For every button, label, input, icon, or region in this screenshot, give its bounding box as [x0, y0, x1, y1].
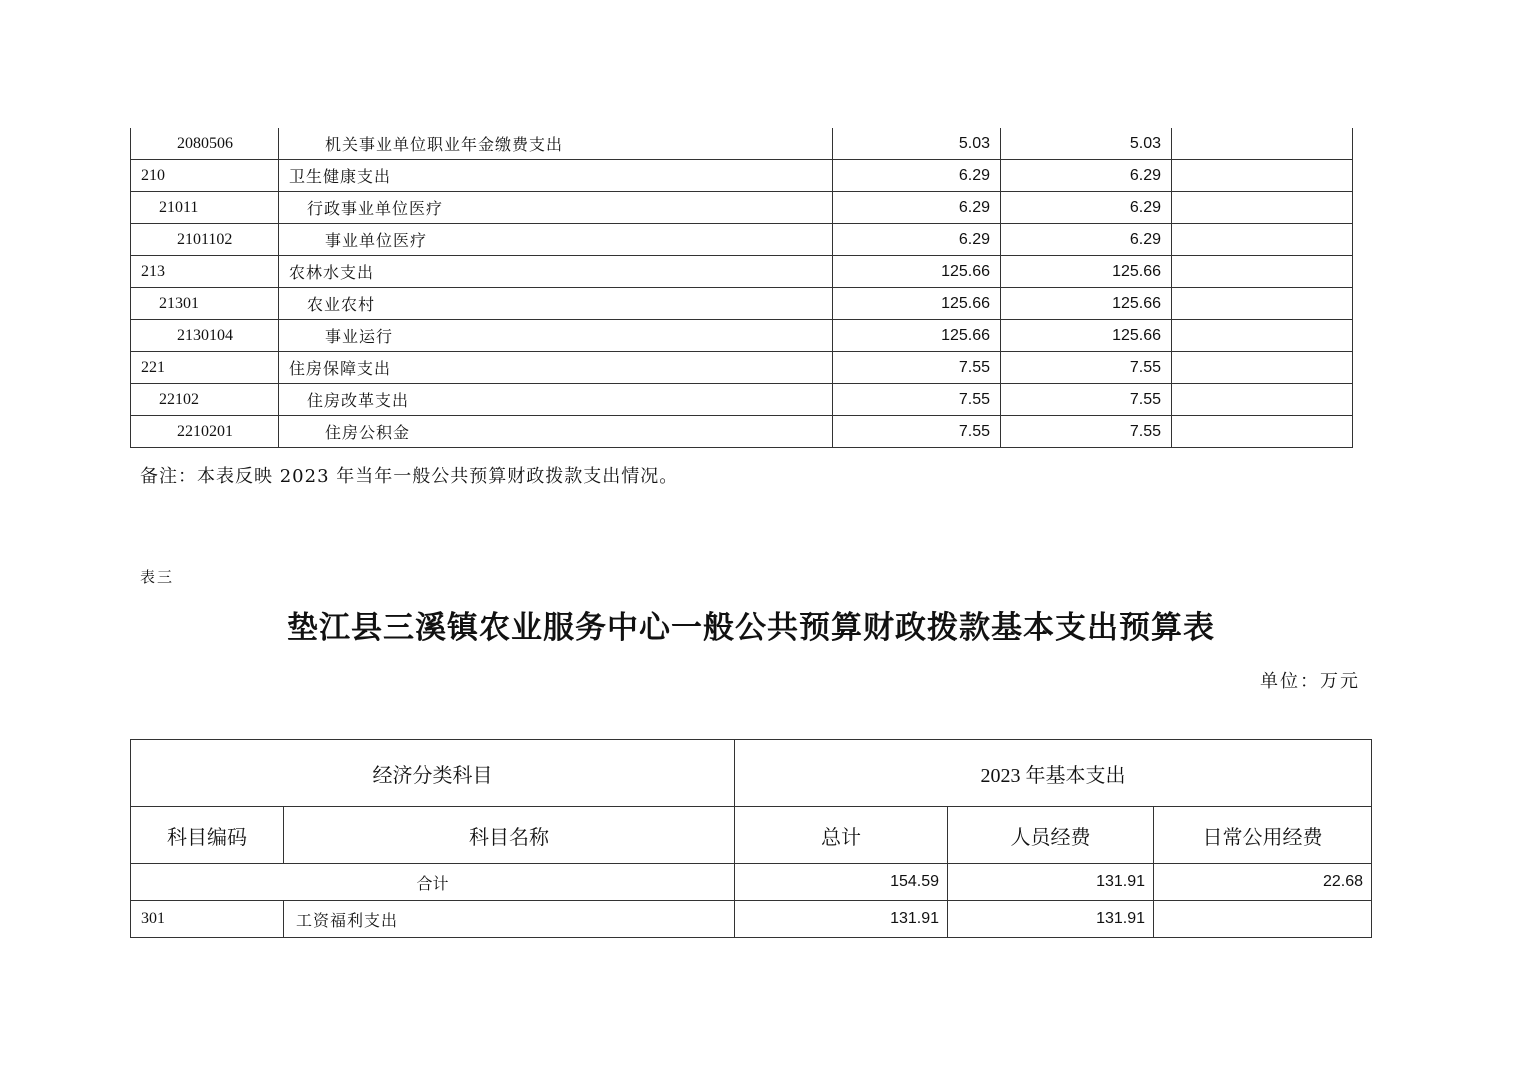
page-title: 垫江县三溪镇农业服务中心一般公共预算财政拨款基本支出预算表	[287, 610, 1215, 646]
table-row	[131, 416, 1353, 448]
subject-name: 农业农村	[279, 288, 833, 320]
header-public: 日常公用经费	[1154, 807, 1372, 864]
subject-name: 事业运行	[279, 320, 833, 352]
basic-value: 5.03	[1001, 128, 1172, 160]
subject-code: 221	[131, 352, 279, 384]
basic-value: 7.55	[1001, 416, 1172, 448]
table-remark: 备注：本表反映 2023 年当年一般公共预算财政拨款支出情况。	[140, 466, 679, 487]
subject-name: 农林水支出	[279, 256, 833, 288]
header-subject-name: 科目名称	[284, 807, 735, 864]
project-value	[1172, 224, 1353, 256]
subject-code: 2210201	[131, 416, 279, 448]
table-row	[131, 352, 1353, 384]
subject-code: 210	[131, 160, 279, 192]
table-row	[131, 224, 1353, 256]
project-value	[1172, 416, 1353, 448]
project-value	[1172, 288, 1353, 320]
subject-code: 21301	[131, 288, 279, 320]
basic-value: 6.29	[1001, 160, 1172, 192]
total-value: 7.55	[833, 384, 1001, 416]
subject-name: 机关事业单位职业年金缴费支出	[279, 128, 833, 160]
subject-code: 22102	[131, 384, 279, 416]
header-personnel: 人员经费	[948, 807, 1154, 864]
table-row	[131, 901, 1372, 938]
subject-name: 事业单位医疗	[279, 224, 833, 256]
total-value: 6.29	[833, 192, 1001, 224]
total-value: 125.66	[833, 320, 1001, 352]
subject-code: 2080506	[131, 128, 279, 160]
project-value	[1172, 160, 1353, 192]
project-value	[1172, 192, 1353, 224]
sum-label: 合计	[131, 864, 735, 901]
project-value	[1172, 320, 1353, 352]
subject-name: 住房改革支出	[279, 384, 833, 416]
subject-name: 住房公积金	[279, 416, 833, 448]
header-group-row	[131, 740, 1372, 807]
table-row	[131, 128, 1353, 160]
project-value	[1172, 352, 1353, 384]
table-tag: 表三	[140, 568, 175, 586]
basic-value: 125.66	[1001, 320, 1172, 352]
basic-value: 6.29	[1001, 192, 1172, 224]
subject-name: 住房保障支出	[279, 352, 833, 384]
subject-name: 行政事业单位医疗	[279, 192, 833, 224]
table-row	[131, 160, 1353, 192]
sum-public: 22.68	[1154, 864, 1372, 901]
basic-value: 125.66	[1001, 256, 1172, 288]
basic-value: 6.29	[1001, 224, 1172, 256]
basic-value: 125.66	[1001, 288, 1172, 320]
header-column-row	[131, 807, 1372, 864]
header-total: 总计	[735, 807, 948, 864]
total-value: 5.03	[833, 128, 1001, 160]
sum-row	[131, 864, 1372, 901]
basic-expenditure-table	[130, 739, 1372, 938]
public-value	[1154, 901, 1372, 938]
subject-code: 21011	[131, 192, 279, 224]
subject-code: 2130104	[131, 320, 279, 352]
subject-code: 301	[131, 901, 284, 938]
table-row	[131, 192, 1353, 224]
total-value: 131.91	[735, 901, 948, 938]
basic-value: 7.55	[1001, 384, 1172, 416]
personnel-value: 131.91	[948, 901, 1154, 938]
expenditure-table-continued	[130, 128, 1353, 448]
total-value: 6.29	[833, 224, 1001, 256]
table-row	[131, 384, 1353, 416]
header-economic-category: 经济分类科目	[131, 740, 735, 807]
header-subject-code: 科目编码	[131, 807, 284, 864]
total-value: 125.66	[833, 288, 1001, 320]
basic-value: 7.55	[1001, 352, 1172, 384]
project-value	[1172, 128, 1353, 160]
project-value	[1172, 384, 1353, 416]
project-value	[1172, 256, 1353, 288]
subject-name: 卫生健康支出	[279, 160, 833, 192]
total-value: 7.55	[833, 416, 1001, 448]
sum-personnel: 131.91	[948, 864, 1154, 901]
total-value: 7.55	[833, 352, 1001, 384]
sum-total: 154.59	[735, 864, 948, 901]
subject-name: 工资福利支出	[284, 901, 735, 938]
table-row	[131, 288, 1353, 320]
subject-code: 2101102	[131, 224, 279, 256]
header-basic-expenditure: 2023 年基本支出	[735, 740, 1372, 807]
total-value: 6.29	[833, 160, 1001, 192]
unit-label: 单位：万元	[1260, 671, 1360, 692]
subject-code: 213	[131, 256, 279, 288]
table-row	[131, 256, 1353, 288]
table-row	[131, 320, 1353, 352]
total-value: 125.66	[833, 256, 1001, 288]
